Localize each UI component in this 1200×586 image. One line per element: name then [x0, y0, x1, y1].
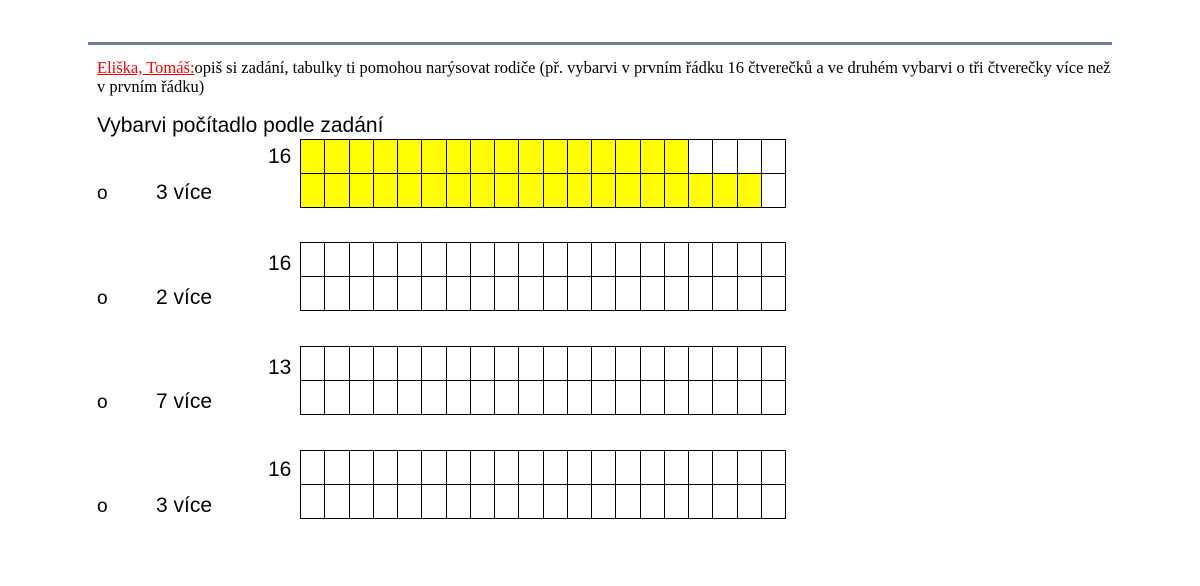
counter-cell[interactable] [350, 140, 374, 174]
counter-cell[interactable] [616, 277, 640, 311]
counter-cell[interactable] [374, 243, 398, 277]
start-number: 16 [268, 252, 292, 275]
counter-cell[interactable] [568, 451, 592, 485]
counter-cell[interactable] [544, 140, 568, 174]
task-3 [0, 346, 1200, 416]
counter-cell[interactable] [616, 140, 640, 174]
top-rule [88, 42, 1112, 45]
counter-cell[interactable] [592, 347, 616, 381]
counter-cell[interactable] [616, 381, 640, 415]
more-label: 2 více [156, 286, 213, 309]
counter-cell[interactable] [374, 140, 398, 174]
counter-cell[interactable] [738, 174, 762, 208]
counter-cell[interactable] [641, 485, 665, 519]
counter-cell[interactable] [398, 381, 422, 415]
counter-cell[interactable] [398, 277, 422, 311]
counter-cell[interactable] [519, 277, 543, 311]
bullet: o [97, 392, 108, 413]
counter-cell[interactable] [762, 277, 786, 311]
instructions [97, 58, 1117, 96]
counter-cell[interactable] [568, 277, 592, 311]
counter-cell[interactable] [325, 485, 349, 519]
counter-cell[interactable] [519, 381, 543, 415]
counter-cell[interactable] [738, 347, 762, 381]
counter-cell[interactable] [592, 381, 616, 415]
counter-cell[interactable] [544, 243, 568, 277]
counter-cell[interactable] [350, 381, 374, 415]
bullet: o [97, 183, 108, 204]
counter-cell[interactable] [713, 485, 737, 519]
counter-cell[interactable] [592, 485, 616, 519]
counter-cell[interactable] [495, 140, 519, 174]
more-label: 7 více [156, 390, 213, 413]
counter-cell[interactable] [350, 277, 374, 311]
counter-cell[interactable] [422, 140, 446, 174]
counter-cell[interactable] [301, 277, 325, 311]
counter-cell[interactable] [350, 451, 374, 485]
counter-cell[interactable] [689, 243, 713, 277]
task-2 [0, 242, 1200, 312]
counter-cell[interactable] [616, 243, 640, 277]
counter-cell[interactable] [665, 243, 689, 277]
counter-cell[interactable] [301, 174, 325, 208]
counter-cell[interactable] [422, 347, 446, 381]
counter-cell[interactable] [689, 277, 713, 311]
counter-cell[interactable] [713, 277, 737, 311]
counter-cell[interactable] [713, 381, 737, 415]
instructions-text: opiš si zadání, tabulky ti pomohou narýsovat rodiče (př. vybarvi v prvním řádku 16 čtverečků a ve druhém vybarvi o tři čtverečky více než v prvním řádku) [97, 58, 1111, 96]
counter-cell[interactable] [471, 174, 495, 208]
counter-cell[interactable] [665, 381, 689, 415]
counter-cell[interactable] [689, 485, 713, 519]
counter-cell[interactable] [665, 140, 689, 174]
counter-cell[interactable] [350, 174, 374, 208]
counter-cell[interactable] [641, 347, 665, 381]
counter-cell[interactable] [495, 277, 519, 311]
counter-cell[interactable] [713, 451, 737, 485]
counter-cell[interactable] [519, 347, 543, 381]
counter-cell[interactable] [665, 347, 689, 381]
counter-cell[interactable] [641, 140, 665, 174]
counter-cell[interactable] [495, 485, 519, 519]
counter-cell[interactable] [519, 485, 543, 519]
counter-cell[interactable] [422, 451, 446, 485]
counter-cell[interactable] [447, 347, 471, 381]
counter-cell[interactable] [592, 243, 616, 277]
counter-cell[interactable] [762, 485, 786, 519]
counter-cell[interactable] [301, 140, 325, 174]
counter-cell[interactable] [592, 140, 616, 174]
counter-cell[interactable] [447, 243, 471, 277]
counter-cell[interactable] [616, 451, 640, 485]
more-label: 3 více [156, 181, 213, 204]
counter-cell[interactable] [738, 451, 762, 485]
counter-cell[interactable] [568, 485, 592, 519]
counter-cell[interactable] [398, 347, 422, 381]
counter-cell[interactable] [301, 347, 325, 381]
counter-cell[interactable] [641, 451, 665, 485]
counter-cell[interactable] [738, 140, 762, 174]
counter-cell[interactable] [544, 381, 568, 415]
counter-cell[interactable] [544, 347, 568, 381]
counter-cell[interactable] [495, 347, 519, 381]
counter-cell[interactable] [374, 174, 398, 208]
more-label: 3 více [156, 494, 213, 517]
counter-cell[interactable] [641, 277, 665, 311]
counter-cell[interactable] [568, 140, 592, 174]
counter-cell[interactable] [762, 381, 786, 415]
counter-cell[interactable] [495, 381, 519, 415]
counter-cell[interactable] [325, 174, 349, 208]
worksheet-heading: Vybarvi počítadlo podle zadání [97, 114, 384, 137]
counter-cell[interactable] [713, 347, 737, 381]
counter-cell[interactable] [447, 485, 471, 519]
counter-cell[interactable] [689, 174, 713, 208]
counter-cell[interactable] [713, 140, 737, 174]
counter-cell[interactable] [301, 485, 325, 519]
counter-cell[interactable] [471, 243, 495, 277]
counter-cell[interactable] [519, 243, 543, 277]
counter-cell[interactable] [519, 451, 543, 485]
counter-cell[interactable] [689, 451, 713, 485]
counter-cell[interactable] [301, 451, 325, 485]
counter-cell[interactable] [471, 451, 495, 485]
counter-cell[interactable] [422, 485, 446, 519]
counter-grid[interactable] [300, 450, 786, 519]
counter-cell[interactable] [374, 277, 398, 311]
counter-cell[interactable] [398, 451, 422, 485]
bullet: o [97, 496, 108, 517]
counter-cell[interactable] [544, 485, 568, 519]
counter-cell[interactable] [471, 381, 495, 415]
counter-cell[interactable] [471, 485, 495, 519]
counter-cell[interactable] [641, 243, 665, 277]
counter-cell[interactable] [592, 277, 616, 311]
counter-cell[interactable] [641, 174, 665, 208]
counter-cell[interactable] [762, 140, 786, 174]
counter-cell[interactable] [447, 140, 471, 174]
counter-cell[interactable] [713, 174, 737, 208]
counter-cell[interactable] [447, 451, 471, 485]
counter-cell[interactable] [568, 381, 592, 415]
counter-cell[interactable] [301, 243, 325, 277]
counter-cell[interactable] [422, 381, 446, 415]
counter-grid[interactable] [300, 242, 786, 311]
counter-cell[interactable] [374, 485, 398, 519]
counter-cell[interactable] [325, 243, 349, 277]
counter-cell[interactable] [495, 451, 519, 485]
start-number: 16 [268, 458, 292, 481]
counter-cell[interactable] [738, 381, 762, 415]
counter-cell[interactable] [519, 140, 543, 174]
counter-cell[interactable] [447, 277, 471, 311]
counter-cell[interactable] [544, 174, 568, 208]
counter-cell[interactable] [665, 174, 689, 208]
counter-cell[interactable] [568, 243, 592, 277]
counter-cell[interactable] [422, 174, 446, 208]
counter-cell[interactable] [422, 277, 446, 311]
counter-cell[interactable] [374, 347, 398, 381]
counter-cell[interactable] [616, 174, 640, 208]
counter-cell[interactable] [495, 174, 519, 208]
counter-cell[interactable] [471, 347, 495, 381]
counter-cell[interactable] [398, 174, 422, 208]
counter-cell[interactable] [447, 381, 471, 415]
start-number: 13 [268, 356, 292, 379]
counter-cell[interactable] [592, 451, 616, 485]
counter-cell[interactable] [422, 243, 446, 277]
counter-cell[interactable] [325, 381, 349, 415]
student-names: Eliška, Tomáš: [97, 58, 195, 77]
counter-cell[interactable] [689, 381, 713, 415]
counter-cell[interactable] [350, 243, 374, 277]
task-4 [0, 450, 1200, 520]
counter-cell[interactable] [762, 174, 786, 208]
counter-grid[interactable] [300, 346, 786, 415]
counter-cell[interactable] [592, 174, 616, 208]
counter-cell[interactable] [762, 451, 786, 485]
counter-cell[interactable] [738, 485, 762, 519]
counter-cell[interactable] [447, 174, 471, 208]
counter-cell[interactable] [325, 277, 349, 311]
task-1 [0, 139, 1200, 209]
counter-cell[interactable] [471, 140, 495, 174]
counter-cell[interactable] [568, 347, 592, 381]
counter-cell[interactable] [665, 485, 689, 519]
bullet: o [97, 288, 108, 309]
counter-cell[interactable] [398, 485, 422, 519]
counter-cell[interactable] [519, 174, 543, 208]
counter-cell[interactable] [616, 485, 640, 519]
counter-cell[interactable] [398, 243, 422, 277]
counter-cell[interactable] [738, 277, 762, 311]
counter-cell[interactable] [616, 347, 640, 381]
counter-cell[interactable] [544, 277, 568, 311]
counter-cell[interactable] [665, 277, 689, 311]
counter-cell[interactable] [568, 174, 592, 208]
counter-cell[interactable] [689, 347, 713, 381]
counter-cell[interactable] [665, 451, 689, 485]
counter-cell[interactable] [641, 381, 665, 415]
counter-cell[interactable] [713, 243, 737, 277]
counter-cell[interactable] [374, 451, 398, 485]
counter-cell[interactable] [689, 140, 713, 174]
counter-cell[interactable] [495, 243, 519, 277]
start-number: 16 [268, 145, 292, 168]
counter-cell[interactable] [398, 140, 422, 174]
counter-cell[interactable] [374, 381, 398, 415]
counter-cell[interactable] [350, 485, 374, 519]
counter-grid[interactable] [300, 139, 786, 208]
counter-cell[interactable] [762, 347, 786, 381]
counter-cell[interactable] [471, 277, 495, 311]
counter-cell[interactable] [350, 347, 374, 381]
counter-cell[interactable] [301, 381, 325, 415]
counter-cell[interactable] [738, 243, 762, 277]
counter-cell[interactable] [762, 243, 786, 277]
counter-cell[interactable] [325, 347, 349, 381]
counter-cell[interactable] [325, 451, 349, 485]
counter-cell[interactable] [325, 140, 349, 174]
counter-cell[interactable] [544, 451, 568, 485]
